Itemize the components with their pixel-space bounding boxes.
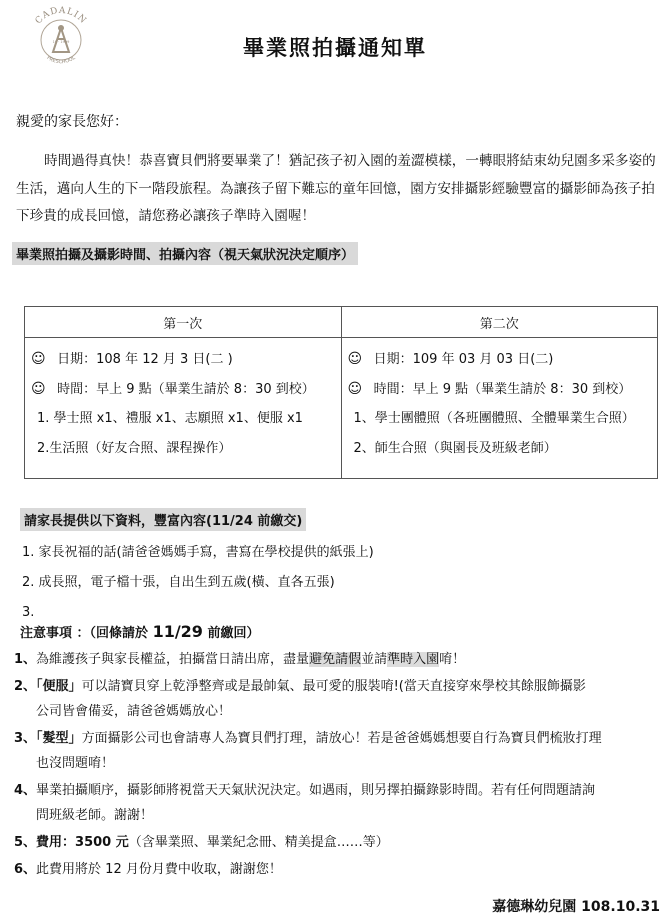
second-date-line [348,344,658,374]
notice-text: 唷！ [439,652,466,667]
footer-signature: 嘉德琳幼兒園 108.10.31 [492,899,660,915]
notice-number: 2、 [14,679,37,694]
second-date: 日期：109 年 03 月 03 日(二) [373,352,554,367]
svg-text:CADALIN [34,6,89,26]
section-title-requests: 請家長提供以下資料，豐富內容(11/24 前繳交) [20,508,306,531]
notice-item-5 [14,830,664,855]
notice-heading-prefix: 注意事項 ：（回條請於 [20,626,153,641]
notice-heading-date: 11/29 [152,622,203,641]
notice-highlight: 準時入園 [387,652,440,667]
intro-paragraph: 時間過得真快！恭喜寶貝們將要畢業了！猶記孩子初入園的羞澀模樣，一轉眼將結束幼兒園多采多姿的生活，邁向人生的下一階段旅程。為讓孩子留下難忘的童年回憶，園方安排攝影經驗豐富的攝影師為孩子拍下珍貴的成長回憶，請您務必讓孩子準時入園喔！ [16,153,656,224]
notice-item-3 [14,726,664,776]
second-item-2: 2、師生合照（與園長及班級老師） [353,441,557,456]
logo-sub: PRESCHOOL [45,55,77,66]
notice-text: 可以請寶貝穿上乾淨整齊或是最帥氣、最可愛的服裝唷!(當天直接穿來學校其餘服飾攝影 [81,679,586,694]
list-item: 3. [22,605,35,620]
table-header-row [25,307,658,338]
second-session-cell [341,338,658,479]
notice-text: 也沒問題唷！ [36,756,115,771]
notice-keyword: 「髮型」 [36,731,82,746]
notice-number: 4、 [14,783,37,798]
notice-text: 畢業拍攝順序，攝影師將視當天天氣狀況決定。如遇雨，則另擇拍攝錄影時間。若有任何問題請詢 [36,783,596,798]
notice-fee: 費用：3500 元 [36,835,129,850]
col-header-second: 第二次 [341,307,658,338]
second-time: 時間：早上 9 點（畢業生請於 8：30 到校） [373,382,632,397]
notice-text: 為維護孩子與家長權益，拍攝當日請出席，盡量 [36,652,310,667]
notice-text: 並請 [361,652,388,667]
notice-list [14,647,664,884]
smiley-icon: ☺ [31,351,46,367]
notice-text: （含畢業照、畢業紀念冊、精美提盒……等） [128,835,389,850]
notice-number: 1、 [14,652,37,667]
notice-heading [20,622,259,641]
first-date-line [31,344,341,374]
notice-number: 3、 [14,731,37,746]
schedule-table [24,306,658,479]
smiley-icon: ☺ [347,351,363,367]
first-time: 時間：早上 9 點（畢業生請於 8：30 到校） [57,382,315,397]
notice-text: 公司皆會備妥，請爸爸媽媽放心！ [36,704,232,719]
list-item: 1. 家長祝福的話(請爸爸媽媽手寫，書寫在學校提供的紙張上) [22,545,374,560]
page-title: 畢業照拍攝通知單 [243,36,427,60]
notice-number: 6、 [14,862,37,877]
notice-item-1 [14,647,664,672]
notice-number: 5、 [14,835,37,850]
table-row [25,338,658,479]
second-item-1: 1、學士團體照（各班團體照、全體畢業生合照） [353,411,635,426]
col-header-first: 第一次 [25,307,342,338]
first-time-line [31,374,341,404]
first-item-2: 2.生活照（好友合照、課程操作） [37,441,232,456]
section-title-schedule: 畢業照拍攝及攝影時間、拍攝內容（視天氣狀況決定順序） [12,242,358,265]
first-date: 日期：108 年 12 月 3 日(二 ) [57,352,233,367]
notice-text: 問班級老師。謝謝！ [36,808,154,823]
notice-heading-suffix: 前繳回） [202,626,260,641]
logo-years: 19 · 1999 [52,40,70,44]
greeting: 親愛的家長您好： [16,114,128,130]
list-item: 2. 成長照，電子檔十張，自出生到五歲(橫、直各五張) [22,575,335,590]
notice-text: 方面攝影公司也會請專人為寶貝們打理，請放心！若是爸爸媽媽想要自行為寶貝們梳妝打理 [81,731,602,746]
smiley-icon: ☺ [31,381,46,397]
request-list [22,538,374,628]
notice-item-6 [14,857,664,882]
notice-item-2 [14,674,664,724]
notice-item-4 [14,778,664,828]
first-item-1: 1. 學士照 x1、禮服 x1、志願照 x1、便服 x1 [37,411,303,426]
second-time-line [348,374,658,404]
smiley-icon: ☺ [347,381,363,397]
notice-keyword: 「便服」 [36,679,82,694]
notice-highlight: 避免請假 [309,652,362,667]
notice-text: 此費用將於 12 月份月費中收取，謝謝您！ [36,862,282,877]
logo-brand: CADALIN [33,6,89,27]
first-session-cell [25,338,342,479]
